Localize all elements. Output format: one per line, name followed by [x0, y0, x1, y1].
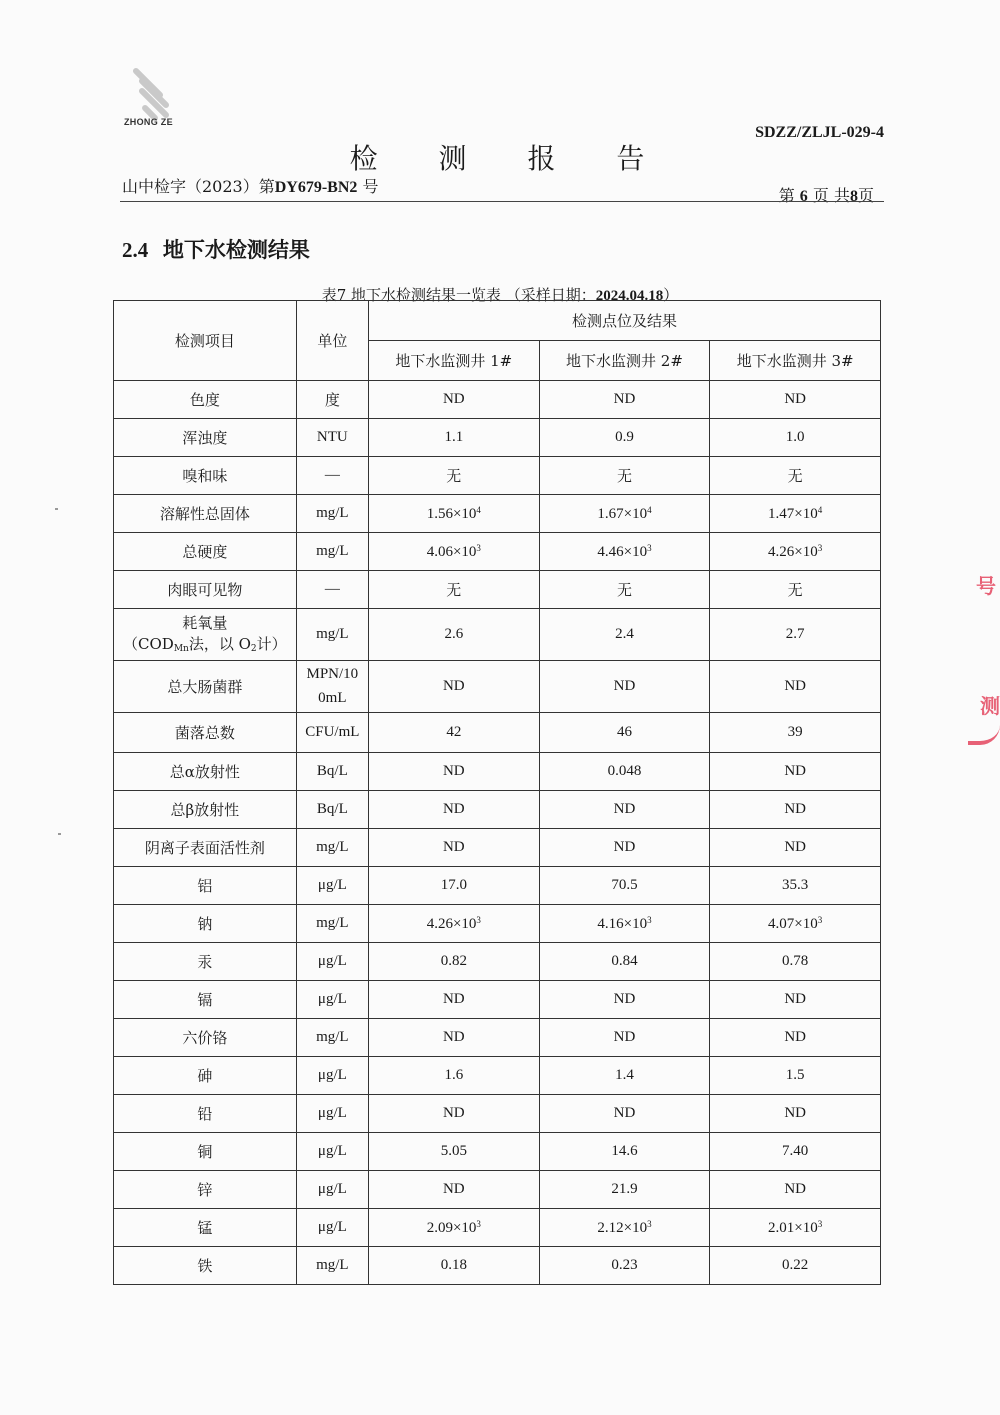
value-cell: $1.56\times 10^4$ — [368, 495, 539, 533]
header-group: 检测点位及结果 — [368, 301, 880, 341]
table-row — [114, 661, 881, 713]
value-cell: 2.4 — [539, 609, 710, 661]
page-label-mid: 页 共 — [812, 186, 850, 205]
seal-stamp-fragment: 测 — [980, 694, 1000, 718]
value-cell: 39 — [710, 713, 881, 753]
value-cell: ND — [710, 1171, 881, 1209]
page-indicator — [779, 183, 874, 206]
results-table — [113, 300, 881, 1285]
header-divider — [120, 201, 884, 202]
seal-stamp-fragment: 号 — [976, 574, 996, 598]
value-cell: 35.3 — [710, 867, 881, 905]
value-cell: 1.1 — [368, 419, 539, 457]
table-row — [114, 571, 881, 609]
value-cell: 7.40 — [710, 1133, 881, 1171]
value-cell: $4.06\times 10^3$ — [368, 533, 539, 571]
value-cell: ND — [539, 1095, 710, 1133]
unit-cell: μg/L — [296, 1057, 368, 1095]
item-method: （$COD_{Mn}$法，以 $O_2$计） — [123, 635, 287, 655]
value-cell: 1.0 — [710, 419, 881, 457]
item-cell: 铁 — [114, 1247, 297, 1285]
value-cell: 1.4 — [539, 1057, 710, 1095]
value-cell: 5.05 — [368, 1133, 539, 1171]
unit-cell: Bq/L — [296, 791, 368, 829]
value-cell: ND — [368, 661, 539, 713]
value-cell: $2.01\times 10^3$ — [710, 1209, 881, 1247]
header-well-2: 地下水监测井 2# — [539, 341, 710, 381]
value-cell: ND — [539, 829, 710, 867]
value-cell: $4.26\times 10^3$ — [368, 905, 539, 943]
page-label-prefix: 第 — [778, 186, 795, 205]
value-cell: 0.22 — [710, 1247, 881, 1285]
unit-cell: mg/L — [296, 533, 368, 571]
value-cell: ND — [710, 661, 881, 713]
item-cell: 六价铬 — [114, 1019, 297, 1057]
unit-cell: mg/L — [296, 1019, 368, 1057]
table-row — [114, 381, 881, 419]
value-cell: 14.6 — [539, 1133, 710, 1171]
value-cell: 0.82 — [368, 943, 539, 981]
value-cell: 46 — [539, 713, 710, 753]
seal-stamp-arc — [968, 725, 1000, 745]
item-cell: 铝 — [114, 867, 297, 905]
unit-cell: Bq/L — [296, 753, 368, 791]
unit-cell: mg/L — [296, 1247, 368, 1285]
value-cell: ND — [710, 829, 881, 867]
value-cell: 17.0 — [368, 867, 539, 905]
value-cell: 无 — [710, 457, 881, 495]
page-total: 8 — [849, 188, 858, 205]
report-number — [122, 174, 379, 197]
value-cell: 2.6 — [368, 609, 539, 661]
item-cell: 菌落总数 — [114, 713, 297, 753]
unit-cell: mg/L — [296, 495, 368, 533]
table-row — [114, 1247, 881, 1285]
table-row — [114, 753, 881, 791]
item-cell: 砷 — [114, 1057, 297, 1095]
item-cell: 浑浊度 — [114, 419, 297, 457]
item-cell: 总β放射性 — [114, 791, 297, 829]
document-code: SDZZ/ZLJL-029-4 — [755, 124, 884, 141]
value-cell: ND — [539, 791, 710, 829]
table-row — [114, 1209, 881, 1247]
value-cell: 0.23 — [539, 1247, 710, 1285]
table-row — [114, 905, 881, 943]
value-cell: ND — [710, 1019, 881, 1057]
section-heading — [122, 234, 310, 264]
value-cell: $4.16\times 10^3$ — [539, 905, 710, 943]
unit-cell: μg/L — [296, 943, 368, 981]
value-cell: ND — [368, 981, 539, 1019]
item-cell: 嗅和味 — [114, 457, 297, 495]
item-cell — [114, 609, 297, 661]
header-well-3: 地下水监测井 3# — [710, 341, 881, 381]
table-header-row — [114, 301, 881, 341]
item-cell: 肉眼可见物 — [114, 571, 297, 609]
scan-artifact — [58, 833, 61, 835]
section-number: 2.4 — [122, 238, 149, 262]
value-cell: ND — [710, 791, 881, 829]
header-well-1: 地下水监测井 1# — [368, 341, 539, 381]
value-cell: $2.12\times 10^3$ — [539, 1209, 710, 1247]
value-cell: 0.18 — [368, 1247, 539, 1285]
value-cell: $4.07\times 10^3$ — [710, 905, 881, 943]
caption-suffix: ） — [663, 286, 679, 304]
value-cell: ND — [368, 829, 539, 867]
table-row — [114, 713, 881, 753]
value-cell: ND — [368, 753, 539, 791]
item-name: 耗氧量 — [182, 613, 228, 632]
value-cell: ND — [368, 791, 539, 829]
item-cell: 钠 — [114, 905, 297, 943]
value-cell: 无 — [710, 571, 881, 609]
value-cell: $4.46\times 10^3$ — [539, 533, 710, 571]
value-cell: 无 — [539, 571, 710, 609]
value-cell: ND — [539, 981, 710, 1019]
item-cell: 镉 — [114, 981, 297, 1019]
value-cell: 1.5 — [710, 1057, 881, 1095]
logo-text: ZHONG ZE — [124, 117, 173, 127]
item-cell: 总α放射性 — [114, 753, 297, 791]
item-cell: 总大肠菌群 — [114, 661, 297, 713]
table-row — [114, 533, 881, 571]
value-cell: $4.26\times 10^3$ — [710, 533, 881, 571]
unit-cell: μg/L — [296, 1209, 368, 1247]
item-cell: 锰 — [114, 1209, 297, 1247]
value-cell: 42 — [368, 713, 539, 753]
table-row — [114, 457, 881, 495]
item-cell: 锌 — [114, 1171, 297, 1209]
unit-cell: — — [296, 571, 368, 609]
value-cell: 21.9 — [539, 1171, 710, 1209]
value-cell: 无 — [368, 571, 539, 609]
table-row — [114, 1019, 881, 1057]
value-cell: ND — [710, 381, 881, 419]
item-cell: 铜 — [114, 1133, 297, 1171]
item-cell: 阴离子表面活性剂 — [114, 829, 297, 867]
value-cell: ND — [368, 1019, 539, 1057]
unit-cell: MPN/10 0mL — [296, 661, 368, 713]
value-cell: ND — [368, 1171, 539, 1209]
table-row — [114, 1095, 881, 1133]
report-number-prefix: 山中检字（2023）第 — [122, 177, 275, 196]
sampling-date: 2024.04.18 — [595, 288, 664, 304]
table-row — [114, 419, 881, 457]
caption-text: 表7 地下水检测结果一览表 （采样日期： — [321, 286, 596, 304]
value-cell: ND — [710, 753, 881, 791]
value-cell: ND — [539, 381, 710, 419]
value-cell: ND — [710, 981, 881, 1019]
item-cell: 铅 — [114, 1095, 297, 1133]
value-cell: 无 — [368, 457, 539, 495]
value-cell: $1.67\times 10^4$ — [539, 495, 710, 533]
value-cell: ND — [710, 1095, 881, 1133]
table-row — [114, 867, 881, 905]
value-cell: 无 — [539, 457, 710, 495]
value-cell: 1.6 — [368, 1057, 539, 1095]
report-number-suffix: 号 — [362, 177, 379, 196]
unit-cell: μg/L — [296, 1095, 368, 1133]
table-row — [114, 829, 881, 867]
value-cell: 70.5 — [539, 867, 710, 905]
value-cell: $1.47\times 10^4$ — [710, 495, 881, 533]
header-item: 检测项目 — [114, 301, 297, 381]
unit-cell: CFU/mL — [296, 713, 368, 753]
unit-cell: mg/L — [296, 905, 368, 943]
unit-cell: NTU — [296, 419, 368, 457]
page-title: 检 测 报 告 — [349, 142, 671, 175]
unit-cell: — — [296, 457, 368, 495]
value-cell: 0.78 — [710, 943, 881, 981]
scan-artifact — [55, 508, 58, 510]
item-cell: 汞 — [114, 943, 297, 981]
table-row — [114, 609, 881, 661]
table-row — [114, 1057, 881, 1095]
unit-cell: mg/L — [296, 609, 368, 661]
table-row — [114, 943, 881, 981]
item-cell: 总硬度 — [114, 533, 297, 571]
unit-cell: μg/L — [296, 1171, 368, 1209]
value-cell: ND — [539, 661, 710, 713]
item-cell: 溶解性总固体 — [114, 495, 297, 533]
table-row — [114, 495, 881, 533]
table-row — [114, 1133, 881, 1171]
page-label-suffix: 页 — [857, 186, 874, 205]
unit-cell: μg/L — [296, 981, 368, 1019]
section-title: 地下水检测结果 — [162, 237, 310, 262]
unit-cell: μg/L — [296, 867, 368, 905]
header-unit: 单位 — [296, 301, 368, 381]
value-cell: 0.9 — [539, 419, 710, 457]
value-cell: ND — [368, 381, 539, 419]
table-row — [114, 1171, 881, 1209]
table-row — [114, 981, 881, 1019]
value-cell: ND — [539, 1019, 710, 1057]
value-cell: 0.048 — [539, 753, 710, 791]
value-cell: 0.84 — [539, 943, 710, 981]
unit-cell: mg/L — [296, 829, 368, 867]
unit-cell: 度 — [296, 381, 368, 419]
table-row — [114, 791, 881, 829]
page-current: 6 — [799, 188, 808, 205]
unit-cell: μg/L — [296, 1133, 368, 1171]
value-cell: 2.7 — [710, 609, 881, 661]
value-cell: $2.09\times 10^3$ — [368, 1209, 539, 1247]
item-cell: 色度 — [114, 381, 297, 419]
report-number-code: DY679-BN2 — [274, 179, 358, 196]
value-cell: ND — [368, 1095, 539, 1133]
